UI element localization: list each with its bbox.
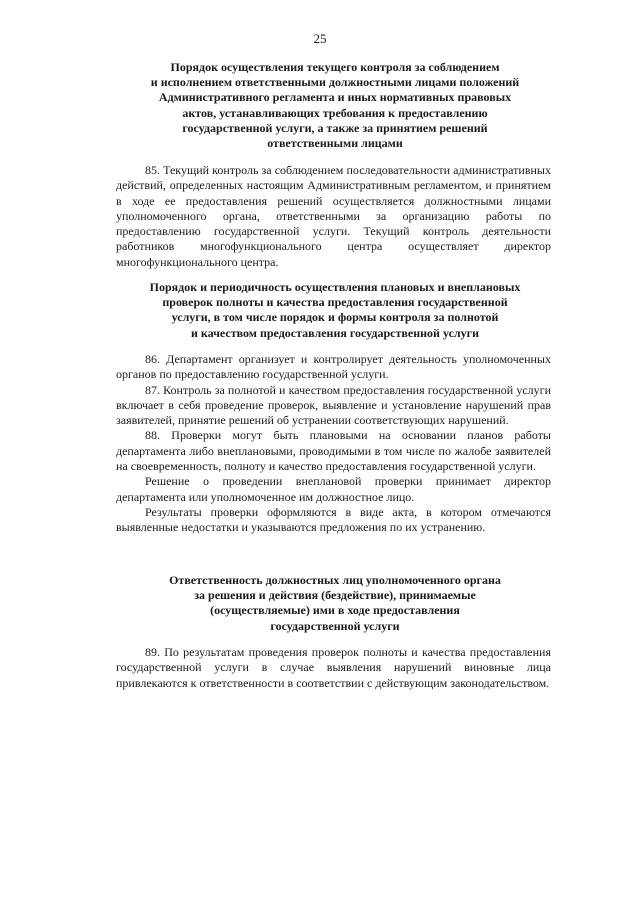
paragraph-86: 86. Департамент организует и контролирует деятельность уполномоченных органов по предоставлению государственной услуги. — [116, 352, 551, 382]
heading-line: государственной услуги, а также за принятием решений — [182, 120, 488, 135]
section-heading-inspections — [110, 280, 560, 341]
heading-line: Ответственность должностных лиц уполномоченного органа — [169, 573, 501, 587]
heading-line: и исполнением ответственными должностными лицами положений — [150, 75, 520, 90]
heading-line: Порядок и периодичность осуществления плановых и внеплановых — [149, 280, 521, 294]
heading-line: и качеством предоставления государственной услуги — [191, 325, 479, 340]
paragraph-results: Результаты проверки оформляются в виде акта, в котором отмечаются выявленные недостатки и указываются предложения по их устранению. — [116, 504, 551, 535]
heading-line: проверок полноты и качества предоставления государственной — [162, 295, 508, 310]
heading-line: за решения и действия (бездействие), принимаемые — [194, 588, 476, 603]
section-heading-current-control — [110, 60, 560, 151]
section-body-responsibility — [116, 645, 551, 691]
paragraph-89: 89. По результатам проведения проверок полноты и качества предоставления государственной услуги в случае выявления нарушений виновные лица привлекаются к ответственности в соответствии с действующим законодательством. — [116, 645, 551, 690]
page-number: 25 — [313, 31, 327, 46]
heading-line: услуги, в том числе порядок и формы контроля за полнотой — [171, 310, 499, 325]
paragraph-88: 88. Проверки могут быть плановыми на основании планов работы департамента либо внеплановыми, проводимыми в том числе по жалобе заявителей на своевременность, полноту и качество предоставления государственной услуги. — [116, 428, 551, 474]
paragraph-87: 87. Контроль за полнотой и качеством предоставления государственной услуги включает в себя проведение проверок, выявление и установление нарушений прав заявителей, принятие решений об устранении соответствующих нарушений. — [116, 382, 551, 428]
paragraph-85: 85. Текущий контроль за соблюдением последовательности административных действий, определенных настоящим Административным регламентом, и принятием в ходе ее предоставления решений осуществляется должностными лицами уполномоченного органа, ответственными за организацию работы по предоставлению государственной услуги. Текущий контроль деятельности работников многофункционального центра осуществляет директор многофункционального центра. — [116, 163, 551, 269]
heading-line: Административного регламента и иных нормативных правовых — [158, 90, 512, 105]
section-heading-responsibility — [110, 573, 560, 634]
heading-line: Порядок осуществления текущего контроля за соблюдением — [170, 60, 500, 74]
heading-line: (осуществляемые) ими в ходе предоставления — [210, 603, 460, 618]
heading-line: государственной услуги — [270, 618, 400, 633]
section-body-inspections — [116, 352, 551, 536]
paragraph-decision: Решение о проведении внеплановой проверки принимает директор департамента или уполномоченное им должностное лицо. — [116, 474, 551, 504]
heading-line: актов, устанавливающих требования к предоставлению — [182, 105, 488, 120]
section-body-current-control — [116, 163, 551, 270]
heading-line: ответственными лицами — [267, 136, 403, 151]
